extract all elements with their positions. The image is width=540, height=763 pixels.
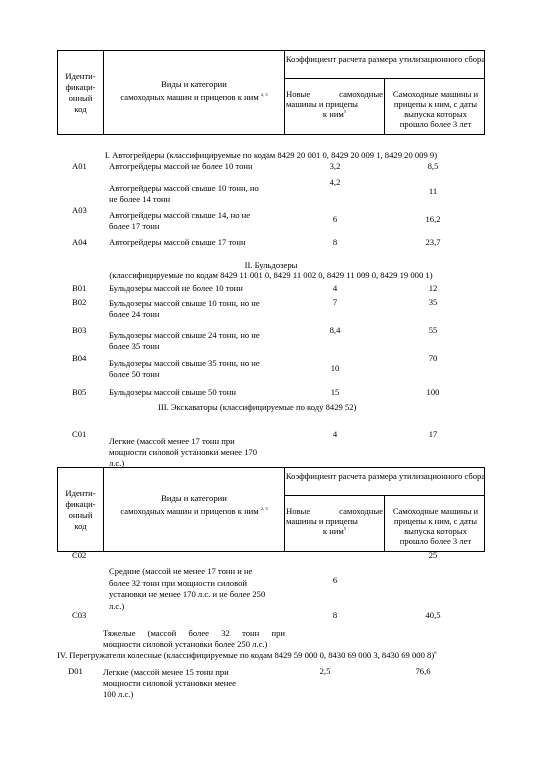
row-c03-new: 8	[332, 610, 338, 620]
table-header-2	[57, 467, 485, 552]
section-1-title: I. Автогрейдеры (классифицируемые по кодам 8429 20 001 0, 8429 20 009 1, 8429 20 009 9)	[104, 150, 438, 160]
row-b05-desc: Бульдозеры массой свыше 50 тонн	[109, 387, 236, 397]
row-d01-old: 76,6	[415, 666, 431, 676]
row-c01-new: 4	[332, 429, 338, 439]
row-d01-desc: Легкие (массой менее 15 тонн при мощности силовой установки менее 100 л.с.)	[103, 667, 236, 699]
row-b02-code: B02	[72, 297, 87, 307]
row-b02-old: 35	[428, 297, 438, 307]
header-coef-title: Коэффициент расчета размера утилизационного сбора	[285, 471, 486, 481]
row-a01-desc: Автогрейдеры массой не более 10 тонн	[109, 161, 253, 171]
row-b02-new: 7	[332, 297, 338, 307]
row-b05-new: 15	[330, 387, 340, 397]
row-a03-new: 6	[332, 214, 338, 224]
header-old-col: Самоходные машины и прицепы к ним, с даты выпуска которых прошло более 3 лет	[392, 89, 479, 129]
header-id-code: Иденти- фикаци- онный код	[65, 71, 96, 114]
row-b02-desc: Бульдозеры массой свыше 10 тонн, но не более 24 тонн	[109, 298, 260, 319]
row-c02-desc: Средние (массой не менее 17 тонн и не более 32 тонн при мощности силовой установки не менее 170 л.с. и не более 250 л.с.)	[109, 566, 266, 611]
row-a03-old: 16,2	[425, 214, 441, 224]
row-a04-old: 23,7	[425, 237, 441, 247]
row-b01-desc: Бульдозеры массой не более 10 тонн	[109, 283, 243, 293]
row-b04-old: 70	[428, 353, 438, 363]
row-b03-desc: Бульдозеры массой свыше 24 тонн, но не более 35 тонн	[109, 330, 260, 351]
row-b04-new: 10	[330, 363, 340, 373]
row-c02-old: 25	[428, 550, 438, 560]
header-kinds: Виды и категории самоходных машин и прицепов к ним $^{2, 3}$	[120, 493, 268, 516]
row-b01-code: B01	[72, 283, 87, 293]
row-a02-old: 11	[428, 186, 438, 196]
row-c03-old: 40,5	[425, 610, 441, 620]
row-a01-new: 3,2	[329, 161, 341, 171]
row-c01-old: 17	[428, 429, 438, 439]
row-c01-code: C01	[72, 429, 87, 439]
section-3-title: III. Экскаваторы (классифицируемые по коду 8429 52)	[158, 402, 357, 412]
row-c02-code: C02	[72, 550, 87, 560]
table-header-1	[57, 50, 485, 135]
row-c01-desc: Легкие (массой менее 17 тонн при мощности силовой установки менее 170 л.с.)	[109, 436, 258, 468]
row-b03-new: 8,4	[329, 325, 341, 335]
row-b04-code: B04	[72, 353, 87, 363]
row-a02-desc: Автогрейдеры массой свыше 10 тонн, но не более 14 тонн	[109, 183, 259, 204]
header-new-col: Новые самоходные машины и прицепы к ним$^5$	[286, 506, 383, 536]
row-a02-new: 4,2	[329, 177, 341, 187]
section-2-title: II. Бульдозеры	[244, 260, 298, 270]
header-old-col: Самоходные машины и прицепы к ним, с даты выпуска которых прошло более 3 лет	[392, 506, 479, 546]
section-2-codes: (классифицируемые по кодам 8429 11 001 0, 8429 11 002 0, 8429 11 009 0, 8429 19 000 1)	[109, 270, 433, 280]
row-d01-code: D01	[68, 666, 83, 676]
row-b05-code: B05	[72, 387, 87, 397]
header-id-code: Иденти- фикаци- онный код	[65, 488, 96, 531]
row-b01-old: 12	[428, 283, 438, 293]
row-b04-desc: Бульдозеры массой свыше 35 тонн, но не более 50 тонн	[109, 358, 260, 379]
header-kinds: Виды и категории самоходных машин и прицепов к ним $^{2, 3}$	[120, 79, 268, 102]
row-d01-new: 2,5	[319, 666, 331, 676]
row-a04-desc: Автогрейдеры массой свыше 17 тонн	[109, 237, 246, 247]
row-b05-old: 100	[426, 387, 440, 397]
row-b03-old: 55	[428, 325, 438, 335]
row-a01-old: 8,5	[427, 161, 439, 171]
header-new-col: Новые самоходные машины и прицепы к ним$^5$	[286, 89, 383, 119]
row-b01-new: 4	[332, 283, 338, 293]
row-c03-desc: Тяжелые (массой более 32 тонн при мощности силовой установки более 250 л.с.)	[103, 628, 285, 649]
row-c03-code: C03	[72, 610, 87, 620]
row-a01-code: A01	[72, 161, 87, 171]
row-a04-new: 8	[332, 237, 338, 247]
row-a03-desc: Автогрейдеры массой свыше 14, но не более 17 тонн	[109, 210, 251, 231]
row-b03-code: B03	[72, 325, 87, 335]
row-a04-code: A04	[72, 237, 87, 247]
row-a03-code: A03	[72, 205, 87, 215]
section-4-title: IV. Перегружатели колесные (классифицируемые по кодам 8429 59 000 0, 8430 69 000 3, 8430 69 000 8)$^6$	[57, 650, 437, 660]
header-coef-title: Коэффициент расчета размера утилизационного сбора	[285, 54, 486, 64]
row-c02-new: 6	[332, 575, 338, 585]
